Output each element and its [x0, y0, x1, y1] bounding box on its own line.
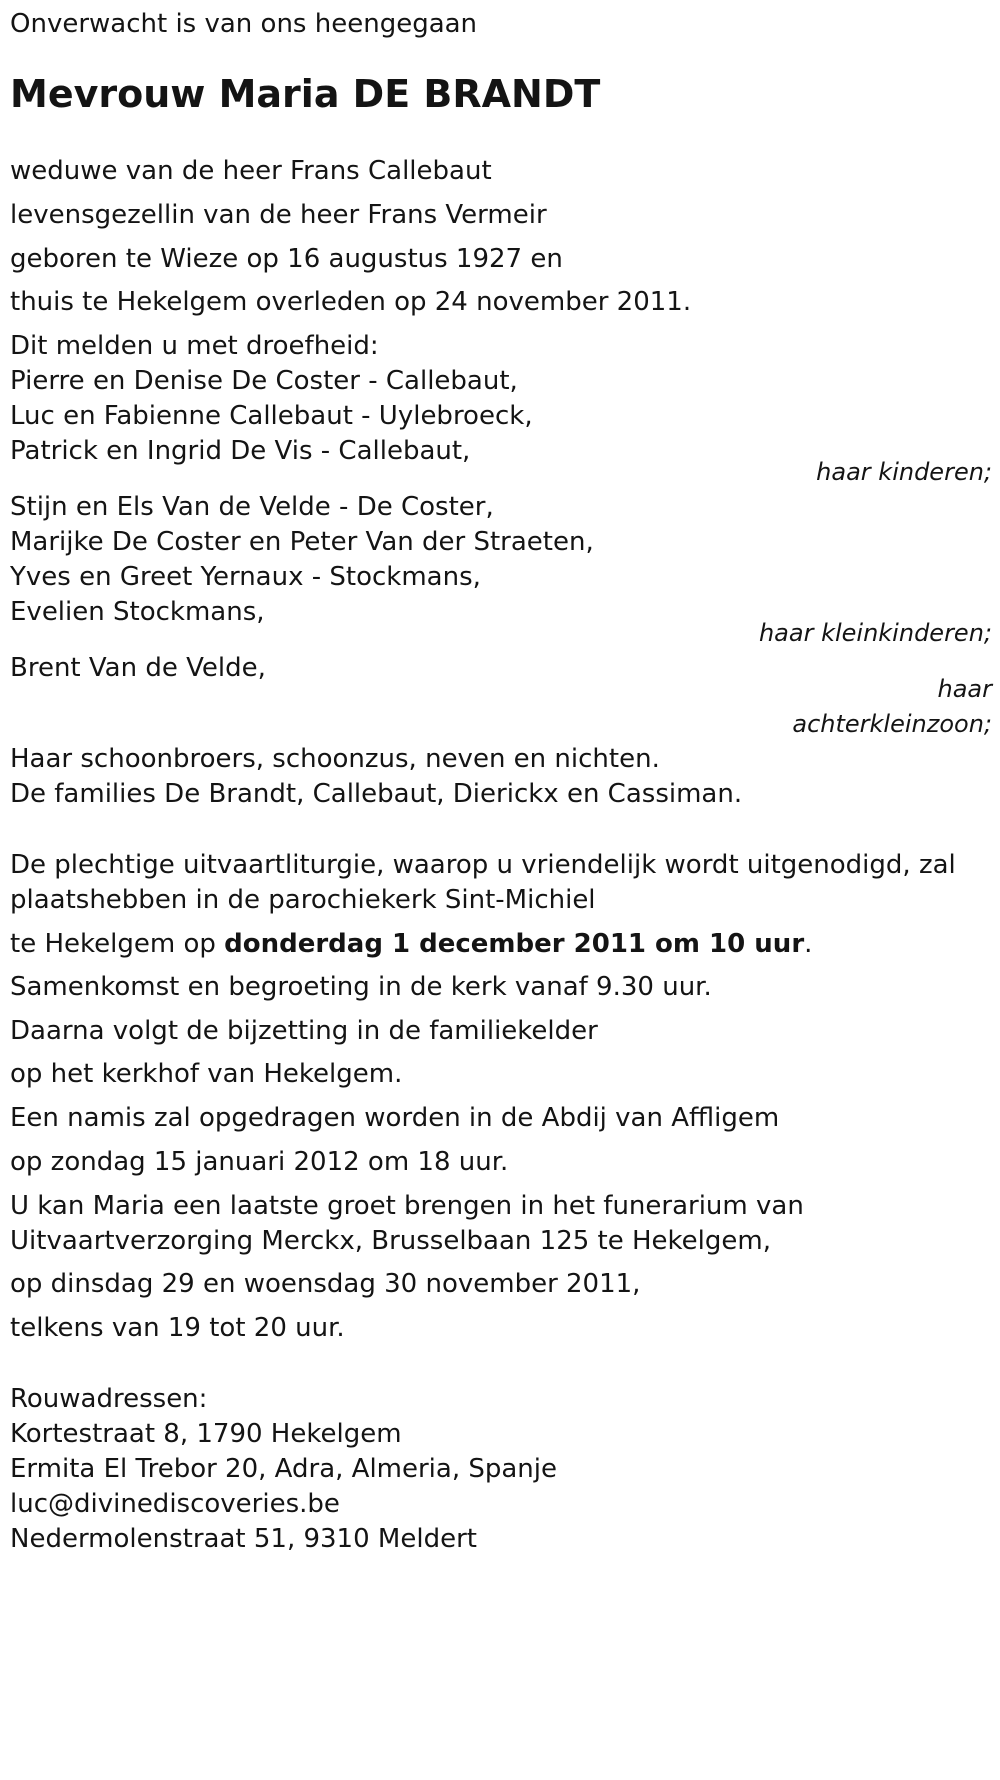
detail-line: telkens van 19 tot 20 uur.: [10, 1313, 345, 1343]
bio-line: geboren te Wieze op 16 augustus 1927 en: [10, 244, 563, 274]
bio-line: levensgezellin van de heer Frans Vermeir: [10, 200, 547, 230]
service-line: De plechtige uitvaartliturgie, waarop u vriendelijk wordt uitgenodigd, zal: [10, 850, 956, 880]
service-date-suffix: .: [804, 929, 813, 959]
grandchild-entry: Yves en Greet Yernaux - Stockmans,: [10, 562, 481, 592]
family-line: De families De Brandt, Callebaut, Dierickx en Cassiman.: [10, 779, 743, 809]
bio-line: weduwe van de heer Frans Callebaut: [10, 156, 492, 186]
family-line: Haar schoonbroers, schoonzus, neven en nichten.: [10, 744, 660, 774]
address-line: Ermita El Trebor 20, Adra, Almeria, Spanje: [10, 1454, 558, 1484]
greatgrandchild-label: achterkleinzoon;: [792, 710, 992, 738]
service-date-prefix: te Hekelgem op: [10, 929, 225, 959]
service-date-line: [10, 924, 812, 964]
grandchild-entry: Stijn en Els Van de Velde - De Coster,: [10, 492, 494, 522]
children-label: haar kinderen;: [816, 458, 992, 486]
child-entry: Patrick en Ingrid De Vis - Callebaut,: [10, 436, 471, 466]
announce-text: Dit melden u met droefheid:: [10, 331, 379, 361]
detail-line: Een namis zal opgedragen worden in de Abdij van Affligem: [10, 1103, 780, 1133]
detail-line: op dinsdag 29 en woensdag 30 november 2011,: [10, 1269, 641, 1299]
intro-text: Onverwacht is van ons heengegaan: [10, 9, 478, 39]
child-entry: Luc en Fabienne Callebaut - Uylebroeck,: [10, 401, 533, 431]
address-line: Kortestraat 8, 1790 Hekelgem: [10, 1419, 402, 1449]
detail-line: U kan Maria een laatste groet brengen in het funerarium van: [10, 1191, 804, 1221]
bio-line: thuis te Hekelgem overleden op 24 november 2011.: [10, 287, 692, 317]
detail-line: op het kerkhof van Hekelgem.: [10, 1059, 403, 1089]
grandchild-entry: Marijke De Coster en Peter Van der Straeten,: [10, 527, 594, 557]
detail-line: Daarna volgt de bijzetting in de familiekelder: [10, 1016, 598, 1046]
detail-line: Samenkomst en begroeting in de kerk vanaf 9.30 uur.: [10, 972, 712, 1002]
greatgrandchild-label: haar: [937, 675, 992, 703]
service-line: plaatshebben in de parochiekerk Sint-Michiel: [10, 885, 596, 915]
email-link[interactable]: luc@divinediscoveries.be: [10, 1489, 340, 1519]
addresses-label: Rouwadressen:: [10, 1384, 208, 1414]
address-line: Nedermolenstraat 51, 9310 Meldert: [10, 1524, 477, 1554]
detail-line: Uitvaartverzorging Merckx, Brusselbaan 125 te Hekelgem,: [10, 1226, 771, 1256]
deceased-name: Mevrouw Maria DE BRANDT: [10, 72, 601, 116]
grandchildren-label: haar kleinkinderen;: [758, 619, 992, 647]
child-entry: Pierre en Denise De Coster - Callebaut,: [10, 366, 518, 396]
service-date: donderdag 1 december 2011 om 10 uur: [224, 929, 805, 959]
detail-line: op zondag 15 januari 2012 om 18 uur.: [10, 1147, 509, 1177]
grandchild-entry: Evelien Stockmans,: [10, 597, 265, 627]
greatgrandchild-entry: Brent Van de Velde,: [10, 653, 266, 683]
